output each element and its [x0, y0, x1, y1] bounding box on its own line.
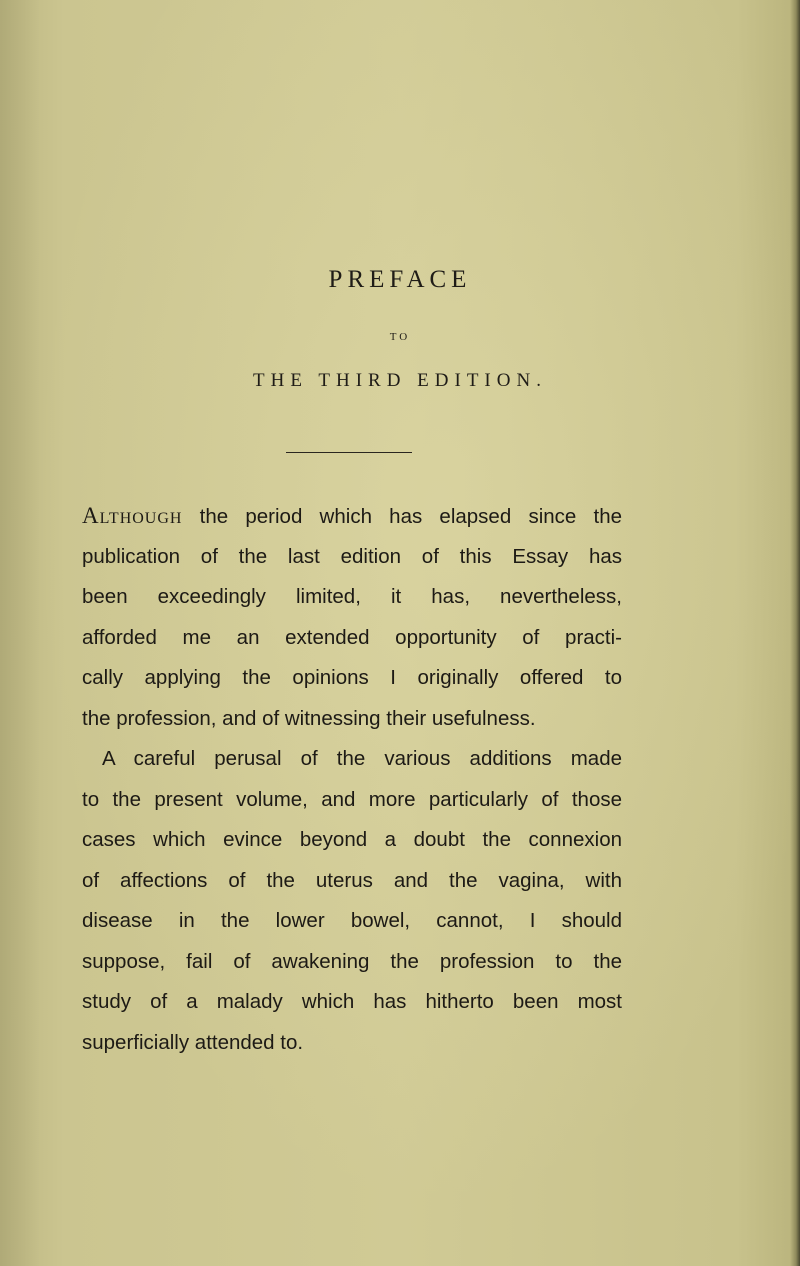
text-line: afforded me an extended opportunity of practi-	[82, 625, 622, 649]
page-subtitle: THE THIRD EDITION.	[253, 370, 547, 391]
text-line: publication of the last edition of this Essay has	[82, 544, 622, 568]
divider-rule	[286, 452, 412, 453]
text-line: A careful perusal of the various additions made	[102, 747, 622, 770]
line-text: the period which has elapsed since the	[182, 505, 622, 528]
page-title: PREFACE	[328, 266, 472, 293]
text-line: been exceedingly limited, it has, nevertheless,	[82, 585, 622, 608]
text-line: to the present volume, and more particularly of those	[82, 787, 622, 811]
page-edge-shadow	[790, 0, 800, 1266]
page-gutter-shadow	[0, 0, 40, 1266]
text-line: cally applying the opinions I originally offered to	[82, 666, 622, 689]
text-line: cases which evince beyond a doubt the connexion	[82, 828, 622, 851]
text-line: study of a malady which has hitherto been most	[82, 990, 622, 1013]
title-connector: TO	[389, 331, 411, 343]
text-line: the profession, and of witnessing their usefulness.	[82, 706, 536, 730]
preface-body	[82, 496, 622, 1063]
text-line: of affections of the uterus and the vagina, with	[82, 868, 622, 892]
text-line: disease in the lower bowel, cannot, I should	[82, 909, 622, 932]
lead-word: Although	[82, 503, 183, 528]
text-line: suppose, fail of awakening the profession to the	[82, 949, 622, 973]
text-line	[82, 496, 622, 537]
text-line: superficially attended to.	[82, 1030, 304, 1054]
